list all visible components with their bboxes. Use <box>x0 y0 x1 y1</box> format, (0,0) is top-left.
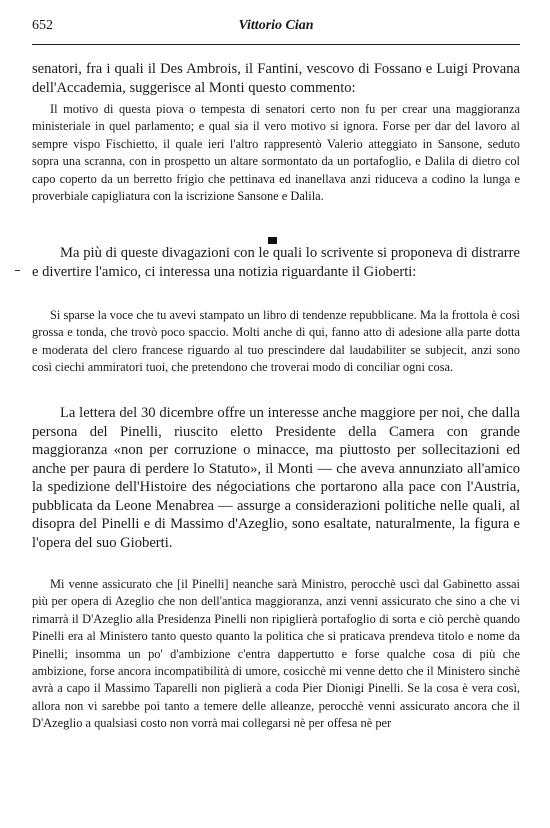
paragraph-2 <box>32 244 520 281</box>
paragraph-3 <box>32 404 520 552</box>
quote-text: Si sparse la voce che tu avevi stampato un libro di tendenze repubblicane. Ma la frottola è così grossa e tonda, che trovò poco spaccio. Molti anche di qui, fanno atto di adesione alla parte dotta e moderata del clero francese riguardo al tuo prescindere dal laudabiliter se subjecit, anzi sono così ciechi ammiratori tuoi, che pretendono che troverai modo di conciliar ogni cosa. <box>32 308 520 375</box>
paragraph-1 <box>32 60 520 97</box>
paragraph-text: senatori, fra i quali il Des Ambrois, il Fantini, vescovo di Fossano e Luigi Provana dell'Accademia, suggerisce al Monti questo commento: <box>32 61 520 96</box>
paragraph-text: Ma più di queste divagazioni con le quali lo scrivente si proponeva di distrarre e divertire l'amico, ci interessa una notizia riguardante il Gioberti: <box>32 245 520 280</box>
quote-1 <box>32 101 520 205</box>
quote-text: Il motivo di questa piova o tempesta di senatori certo non fu per crear una maggioranza ministeriale in quel parlamento; e qual sia il vero motivo si ignora. Forse per dar del lavoro al sempre vispo Fischietto, il quale ieri l'altro rappresentò Valerio atteggiato in Sansone, seduto sopra una scranna, con in prospetto un altare sormontato da un portafoglio, e Dalila di dietro col capo coperto da un berretto frigio che pettinava ed inanellava anzi riduceva a codino la lunga e proverbiale capigliatura con la iscrizione Sansone e Dalila. <box>32 102 520 204</box>
margin-dash <box>15 270 20 271</box>
decorative-separator <box>268 237 277 244</box>
quote-3 <box>32 576 520 733</box>
quote-2 <box>32 307 520 377</box>
page-number: 652 <box>32 18 53 33</box>
running-head: Vittorio Cian <box>238 18 314 33</box>
header-rule <box>32 44 520 45</box>
paragraph-text: La lettera del 30 dicembre offre un interesse anche maggiore per noi, che dalla persona del Pinelli, riuscito eletto Presidente della Camera con grande maggioranza «non per corruzione o minacce, ma piuttosto per sollecitazioni ed anche per paura di perdere lo Statuto», il Monti — che aveva annunziato all'amico la spedizione dell'Histoire des négociations che portarono alla pace con l'Austria, pubblicata da Leone Menabrea — assurge a considerazioni politiche nelle quali, al disopra del Pinelli e di Massimo d'Azeglio, sono esaltate, naturalmente, la figura e l'opera del suo Gioberti. <box>32 405 520 551</box>
quote-text: Mi venne assicurato che [il Pinelli] neanche sarà Ministro, perocchè uscì dal Gabinetto assai più per opera di Azeglio che non dell'antica maggioranza, anzi venni assicurato che sino a che vi rimarrà il D'Azeglio alla Presidenza Pinelli non ripiglierà portafoglio di sorta e ciò perchè quando Pinelli era al Ministero tanto questo quanto la politica che si praticava prendeva titolo e nome da Pinelli; insomma un po' d'ambizione c'entra dappertutto e forse qualche cosa di più che ambizione, forse ancora incompatibilità di umore, cosicchè mi venne detto che il Ministero sinchè avrà a capo il Massimo Taparelli non piglierà a coda Pier Dionigi Pinelli. Se la cosa è vera così, allora non vi sarebbe poi tanto a temere delle alleanze, perocchè venni assicurato ancora che il D'Azeglio a qualsiasi costo non vorrà mai collegarsi nè per offesa nè per <box>32 577 520 731</box>
page-header <box>32 14 520 44</box>
